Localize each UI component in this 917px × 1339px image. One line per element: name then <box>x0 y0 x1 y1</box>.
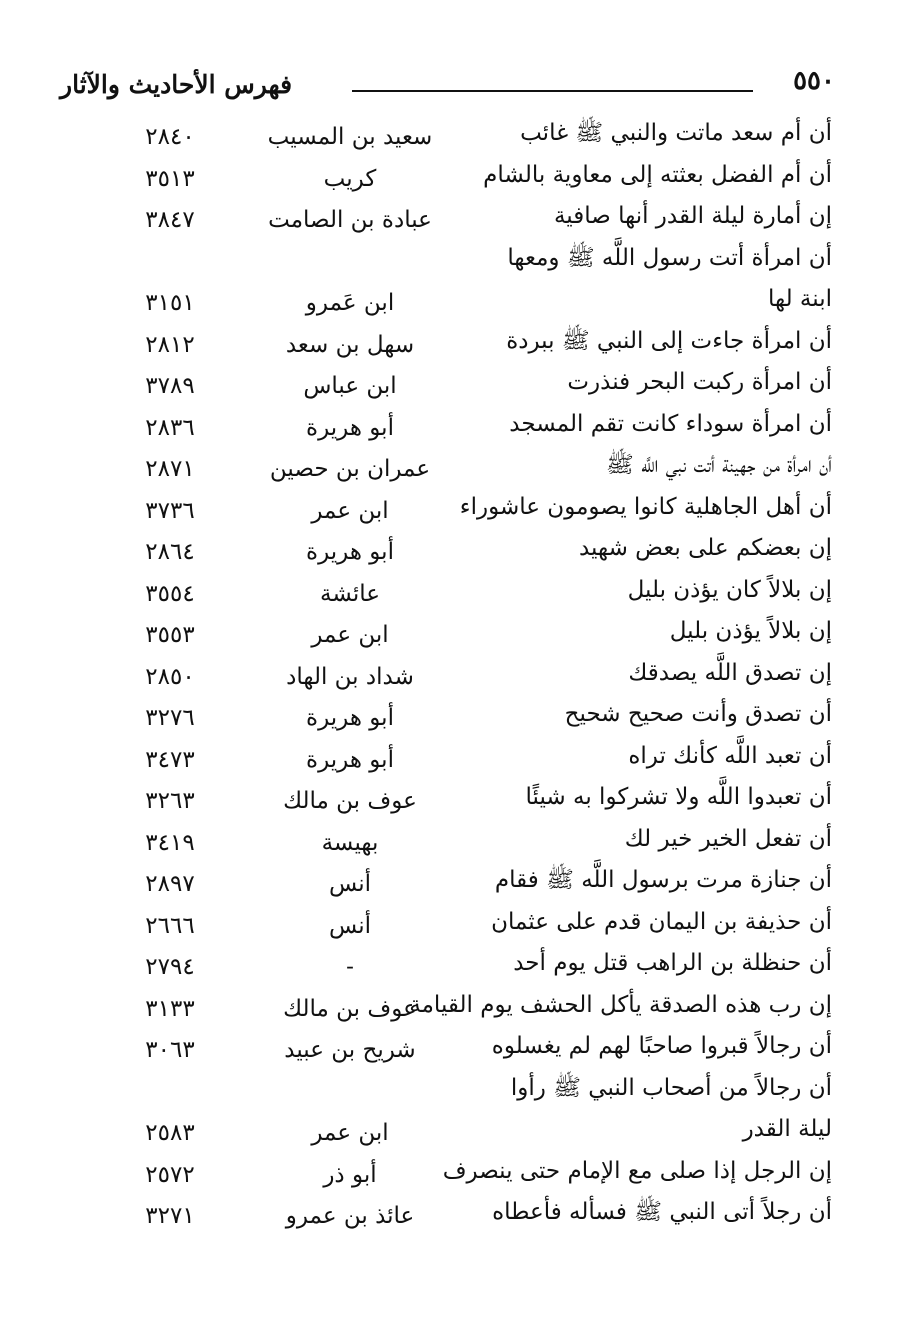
hadith-number: ٢٨٩٧ <box>145 871 195 897</box>
narrator-name: أنس <box>328 912 372 939</box>
hadith-text: أن امرأة جاءت إلى النبي ﷺ ببردة <box>506 327 832 354</box>
narrator-name: ابن عمر <box>311 1120 389 1146</box>
hadith-number: ٢٨٥٠ <box>145 663 195 690</box>
index-entry <box>0 1114 917 1156</box>
hadith-number: ٣٧٨٩ <box>145 373 195 399</box>
index-entry <box>0 865 917 907</box>
page-number: ٥٥٠ <box>793 66 835 96</box>
narrator-name: ابن عمر <box>311 497 389 524</box>
index-entry <box>0 450 917 492</box>
header-rule <box>352 90 753 92</box>
index-entry <box>0 1156 917 1198</box>
hadith-number: ٣٤١٩ <box>145 829 195 856</box>
hadith-text: أن امرأة ركبت البحر فنذرت <box>567 369 832 395</box>
hadith-text: إن بلالاً يؤذن بليل <box>669 618 832 644</box>
index-entry <box>0 160 917 202</box>
hadith-text: أن رجلاً أتى النبي ﷺ فسأله فأعطاه <box>492 1199 832 1225</box>
index-entry <box>0 118 917 160</box>
hadith-text: أن جنازة مرت برسول اللَّه ﷺ فقام <box>494 867 832 893</box>
narrator-name: أنس <box>328 871 372 897</box>
hadith-text: إن بلالاً كان يؤذن بليل <box>627 576 832 603</box>
hadith-text: أن امرأة من جهينة أتت نبي اللَّه ﷺ <box>606 452 832 478</box>
narrator-name: عمران بن حصين <box>269 456 431 482</box>
hadith-number: ٣٥٥٣ <box>145 622 195 648</box>
hadith-number: ٣٥١٣ <box>145 165 195 192</box>
hadith-text: أن أهل الجاهلية كانوا يصومون عاشوراء <box>459 493 832 520</box>
hadith-text: إن تصدق اللَّه يصدقك <box>628 659 832 686</box>
page-title: فهرس الأحاديث والآثار <box>60 70 293 99</box>
index-entry <box>0 284 917 326</box>
hadith-text: أن تعبد اللَّه كأنك تراه <box>628 742 832 769</box>
index-entry <box>0 575 917 617</box>
hadith-number: ٣٢٧١ <box>145 1203 195 1229</box>
hadith-number: ٣٥٥٤ <box>145 580 195 607</box>
narrator-name: عوف بن مالك <box>283 788 417 814</box>
hadith-text: أن امرأة أتت رسول اللَّه ﷺ ومعها <box>507 244 832 271</box>
hadith-number: ٢٨٧١ <box>145 456 195 482</box>
index-entry <box>0 492 917 534</box>
narrator-name: أبو هريرة <box>306 539 394 565</box>
narrator-name: ابن عباس <box>303 373 397 399</box>
index-entry <box>0 367 917 409</box>
hadith-text: أن أم الفضل بعثته إلى معاوية بالشام <box>483 161 832 188</box>
index-entry <box>0 990 917 1032</box>
hadith-text: أن تعبدوا اللَّه ولا تشركوا به شيئًا <box>525 784 832 810</box>
hadith-text: إن أمارة ليلة القدر أنها صافية <box>553 203 832 229</box>
hadith-number: ٢٧٩٤ <box>145 954 195 980</box>
hadith-text: أن حنظلة بن الراهب قتل يوم أحد <box>513 950 832 976</box>
narrator-name: أبو هريرة <box>306 705 394 731</box>
narrator-name: شريح بن عبيد <box>284 1037 416 1063</box>
hadith-text: أن امرأة سوداء كانت تقم المسجد <box>509 410 832 437</box>
narrator-name: عائشة <box>320 580 380 607</box>
hadith-number: ٢٥٧٢ <box>145 1161 195 1188</box>
hadith-number: ٣١٥١ <box>145 290 195 316</box>
index-entry <box>0 1073 917 1115</box>
hadith-number: ٢٨٤٠ <box>145 124 195 150</box>
hadith-number: ٣٤٧٣ <box>145 746 195 773</box>
hadith-text: أن رجالاً قبروا صاحبًا لهم لم يغسلوه <box>491 1033 832 1059</box>
narrator-name: ابن عمر <box>311 622 389 648</box>
index-entry <box>0 1031 917 1073</box>
index-entry <box>0 326 917 368</box>
hadith-text: إن الرجل إذا صلى مع الإمام حتى ينصرف <box>442 1157 832 1184</box>
hadith-text: أن تصدق وأنت صحيح شحيح <box>564 701 832 727</box>
hadith-text: أن رجالاً من أصحاب النبي ﷺ رأوا <box>510 1074 832 1101</box>
narrator-name: أبو هريرة <box>306 414 394 441</box>
index-entry <box>0 699 917 741</box>
hadith-number: ٢٨٣٦ <box>145 414 195 441</box>
hadith-text: ابنة لها <box>768 286 832 312</box>
hadith-text: إن بعضكم على بعض شهيد <box>578 535 832 561</box>
index-entry <box>0 409 917 451</box>
hadith-text: أن أم سعد ماتت والنبي ﷺ غائب <box>520 120 832 146</box>
hadith-text: أن تفعل الخير خير لك <box>624 825 832 852</box>
index-entry <box>0 741 917 783</box>
hadith-index-list <box>0 118 917 1239</box>
narrator-name: بهيسة <box>321 829 379 856</box>
index-entry <box>0 948 917 990</box>
page-header <box>60 64 835 114</box>
narrator-name: شداد بن الهاد <box>286 663 414 690</box>
narrator-name: أبو ذر <box>323 1161 377 1188</box>
hadith-number: ٣٠٦٣ <box>145 1037 195 1063</box>
index-entry <box>0 201 917 243</box>
index-entry <box>0 243 917 285</box>
index-entry <box>0 782 917 824</box>
hadith-number: ٢٥٨٣ <box>145 1120 195 1146</box>
hadith-number: ٣٨٤٧ <box>145 207 195 233</box>
index-entry <box>0 907 917 949</box>
index-entry <box>0 533 917 575</box>
narrator-name: - <box>346 954 354 980</box>
hadith-text: ليلة القدر <box>742 1116 832 1142</box>
index-entry <box>0 824 917 866</box>
narrator-name: عوف بن مالك <box>283 995 417 1022</box>
narrator-name: ابن عَمرو <box>305 290 395 316</box>
hadith-number: ٣٧٣٦ <box>145 497 195 524</box>
hadith-number: ٢٨٦٤ <box>145 539 195 565</box>
index-entry <box>0 616 917 658</box>
hadith-text: إن رب هذه الصدقة يأكل الحشف يوم القيامة <box>409 991 832 1018</box>
index-entry <box>0 658 917 700</box>
hadith-number: ٣١٣٣ <box>145 995 195 1022</box>
hadith-number: ٢٨١٢ <box>145 331 195 358</box>
hadith-number: ٣٢٧٦ <box>145 705 195 731</box>
narrator-name: سعيد بن المسيب <box>267 124 433 150</box>
hadith-text: أن حذيفة بن اليمان قدم على عثمان <box>491 908 832 935</box>
narrator-name: عائذ بن عمرو <box>285 1203 415 1229</box>
narrator-name: عبادة بن الصامت <box>268 207 432 233</box>
narrator-name: كريب <box>323 165 377 192</box>
index-entry <box>0 1197 917 1239</box>
narrator-name: سهل بن سعد <box>285 331 415 358</box>
hadith-number: ٢٦٦٦ <box>145 912 195 939</box>
narrator-name: أبو هريرة <box>306 746 394 773</box>
hadith-number: ٣٢٦٣ <box>145 788 195 814</box>
